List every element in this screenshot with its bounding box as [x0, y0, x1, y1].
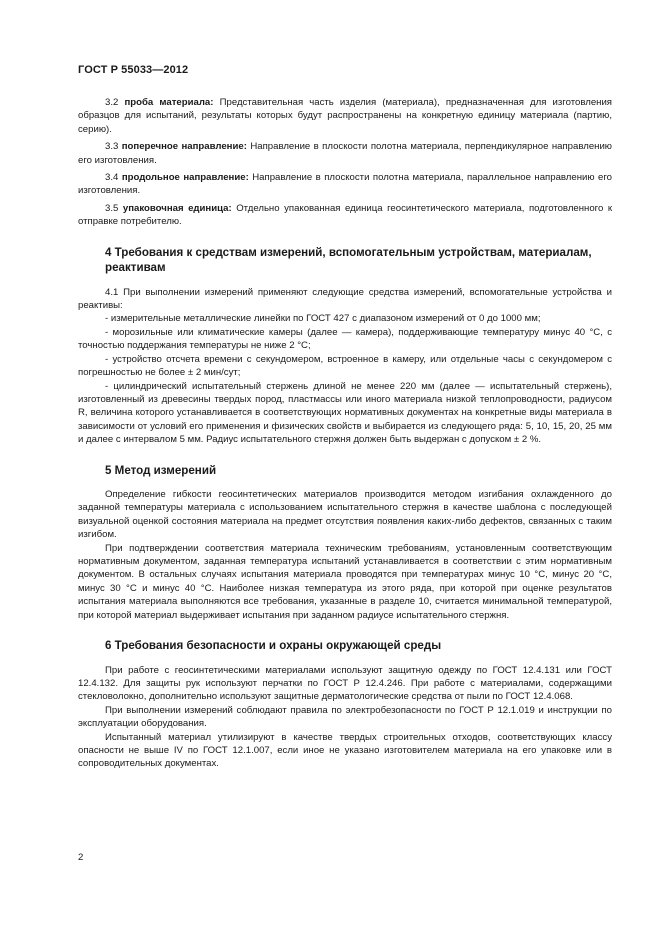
- section-6-heading: 6 Требования безопасности и охраны окружающей среды: [105, 639, 442, 653]
- definition-3-5: [78, 202, 612, 229]
- definition-text: Отдельно упакованная единица геосинтетического материала, подготовленного к отправке потребителю.: [78, 202, 613, 228]
- definition-term: упаковочная единица:: [122, 202, 232, 214]
- definition-number: 3.3: [105, 141, 119, 153]
- definition-3-2: [78, 96, 612, 136]
- section-4-intro: 4.1 При выполнении измерений применяют следующие средства измерений, вспомогательные устройства и реактивы:: [78, 286, 612, 312]
- definition-term: проба материала:: [124, 97, 214, 108]
- definition-3-4: [78, 171, 612, 198]
- document-header-code: ГОСТ Р 55033—2012: [78, 64, 189, 76]
- definition-text: Направление в плоскости полотна материала, перпендикулярное направлению его изготовления.: [78, 141, 613, 166]
- page-number: 2: [78, 852, 84, 863]
- definition-number: 3.4: [105, 172, 119, 184]
- safety-paragraph: При выполнении измерений соблюдают правила по электробезопасности по ГОСТ Р 12.1.019 и инструкции по эксплуатации оборудования.: [78, 704, 612, 730]
- definition-number: 3.5: [105, 202, 119, 214]
- safety-paragraph: Испытанный материал утилизируют в качестве твердых строительных отходов, соответствующих классу опасности не выше IV по ГОСТ 12.1.007, если иное не указано изготовителем материала на его упаковке или в сопроводительных документах.: [78, 731, 612, 770]
- section-5-heading: 5 Метод измерений: [105, 463, 217, 477]
- safety-paragraph: При работе с геосинтетическими материалами используют защитную одежду по ГОСТ 12.4.131 или ГОСТ 12.4.132. Для защиты рук используют перчатки по ГОСТ Р 12.4.246. При работе с материалами, содержащими стекловолокно, дополнительно используют защитные дерматологические средства от пыли по ГОСТ 12.4.068.: [78, 664, 612, 703]
- definition-text: Представительная часть изделия (материала), предназначенная для изготовления образцов для испытаний, результаты которых будут распространены на конкретную единицу материала (партию, серию).: [78, 97, 613, 135]
- definition-term: поперечное направление:: [121, 141, 247, 153]
- definition-text: Направление в плоскости полотна материала, параллельное направлению его изготовления.: [78, 172, 612, 197]
- equipment-item: - цилиндрический испытательный стержень длиной не менее 220 мм (далее — испытательный стержень), изготовленный из древесины твердых пород, пластмассы или иного материала низкой теплопроводности, радиусом R, величина которого устанавливается в соответствующих нормативных документах на конкретные виды материала в зависимости от условий его применения и физических свойств и выбирается из следующего ряда: 5, 10, 15, 20, 25 мм и далее с интервалом 5 мм. Радиус испытательного стержня должен быть выдержан с допуском ± 2 %.: [78, 380, 612, 446]
- definition-term: продольное направление:: [121, 172, 249, 184]
- definition-number: 3.2: [105, 97, 119, 108]
- equipment-item: - морозильные или климатические камеры (далее — камера), поддерживающие температуру минус 40 °С, с точностью поддержания температуры не ниже 2 °С;: [78, 326, 612, 352]
- method-paragraph: Определение гибкости геосинтетических материалов производится методом изгибания охлажденного до заданной температуры материала с использованием испытательного стержня в качестве шаблона с последующей визуальной оценкой состояния материала на предмет отсутствия появления каких-либо дефектов, связанных с таким изгибом.: [78, 489, 612, 541]
- method-paragraph: При подтверждении соответствия материала техническим требованиям, установленным соответствующим нормативным документом, заданная температура испытаний устанавливается в соответствии с этим нормативным документом. В остальных случаях испытания материала проводятся при температурах минус 10 °С, минус 20 °С, минус 30 °С и минус 40 °С. Наиболее низкая температура из этого ряда, при которой при оценке результатов испытания материала выполняются все требования, указанные в разделе 10, считается минимальной температурой, при которой материал выдерживает испытания при заданном радиусе испытательного стержня.: [78, 542, 612, 621]
- equipment-item: - измерительные металлические линейки по ГОСТ 427 с диапазоном измерений от 0 до 1000 мм;: [105, 313, 541, 325]
- definition-3-3: [78, 140, 612, 167]
- equipment-item: - устройство отсчета времени с секундомером, встроенное в камеру, или отдельные часы с секундомером с погрешностью не более ± 2 мин/сут;: [78, 353, 612, 379]
- document-body: [78, 96, 612, 771]
- section-4-heading: 4 Требования к средствам измерений, вспомогательным устройствам, материалам, реактивам: [105, 245, 592, 275]
